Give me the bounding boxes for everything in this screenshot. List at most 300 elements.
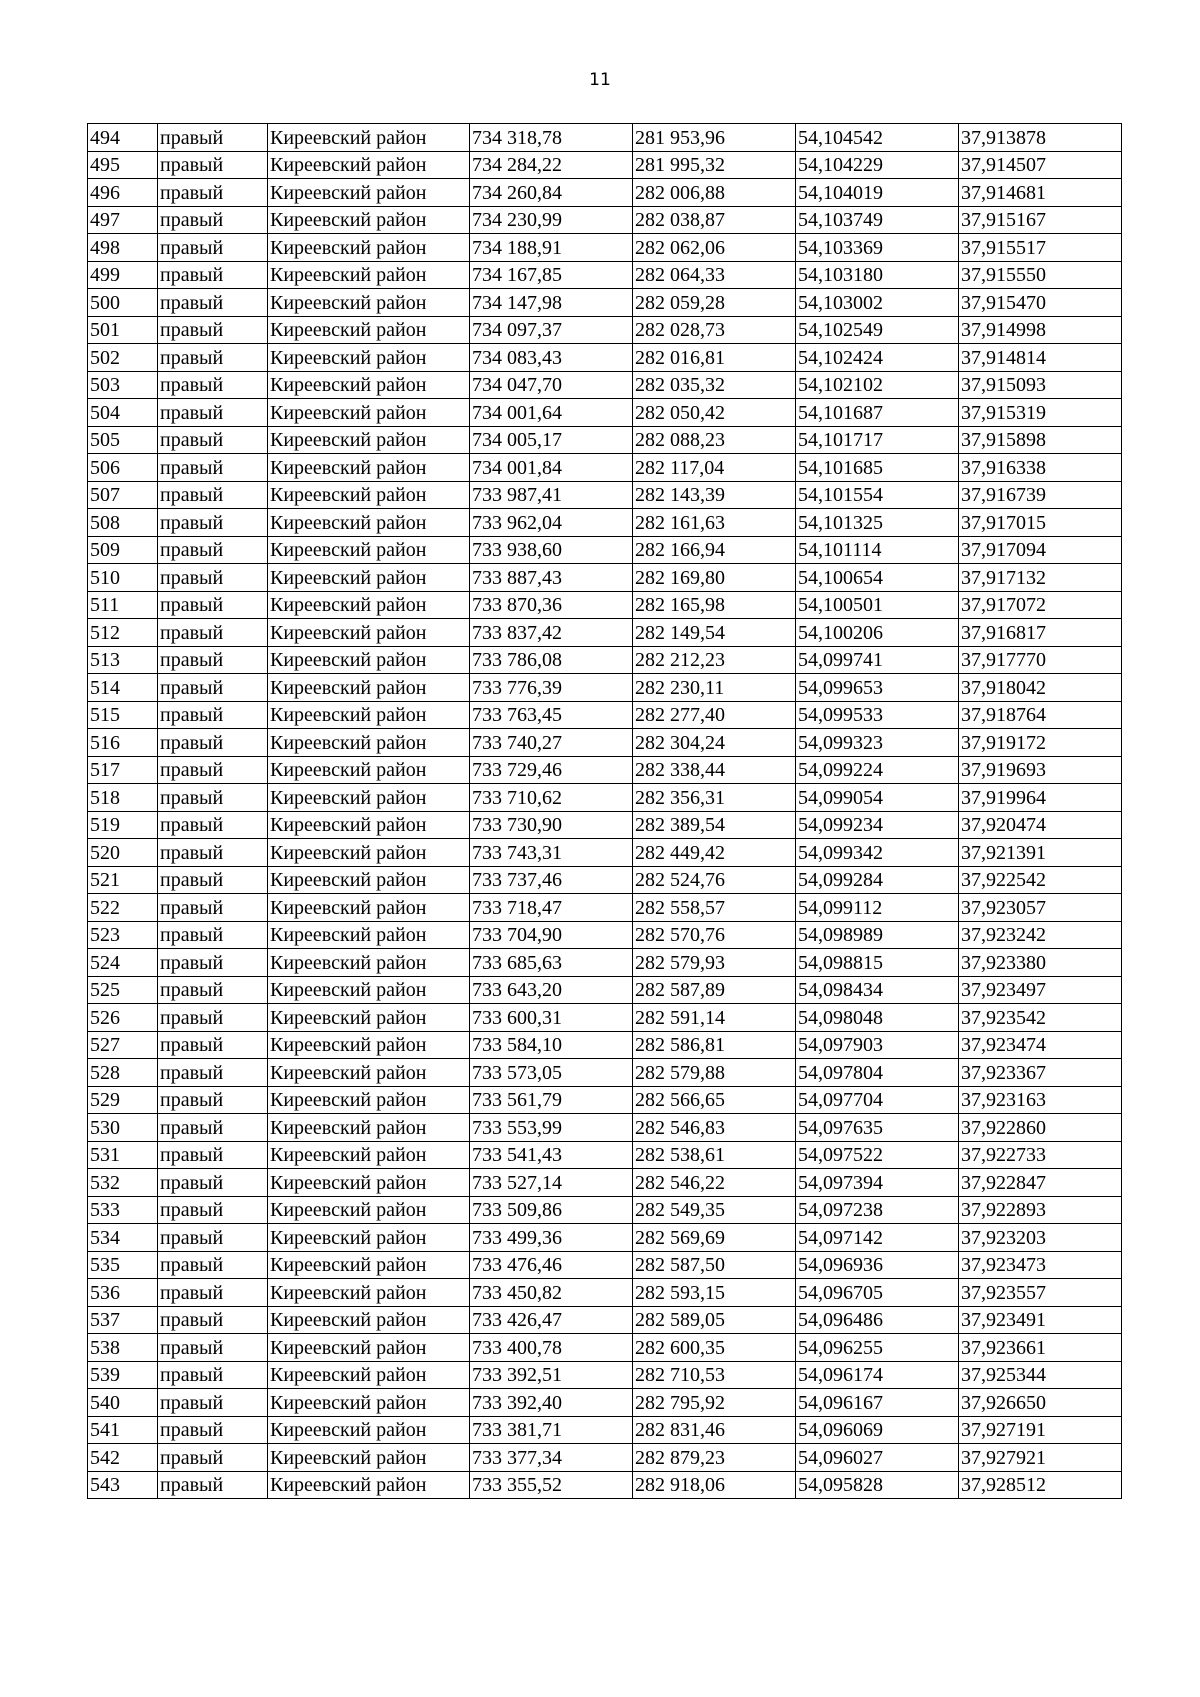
longitude-cell: 37,919964	[959, 784, 1122, 812]
table-row	[88, 151, 1122, 179]
longitude-cell: 37,922860	[959, 1114, 1122, 1142]
table-row	[88, 289, 1122, 317]
x-coordinate-cell: 733 763,45	[470, 701, 633, 729]
table-row	[88, 1471, 1122, 1499]
latitude-cell: 54,100654	[796, 564, 959, 592]
longitude-cell: 37,916338	[959, 454, 1122, 482]
latitude-cell: 54,097238	[796, 1196, 959, 1224]
point-number-cell: 515	[88, 701, 158, 729]
y-coordinate-cell: 282 570,76	[633, 921, 796, 949]
bank-side-cell: правый	[158, 839, 268, 867]
latitude-cell: 54,101687	[796, 399, 959, 427]
latitude-cell: 54,099342	[796, 839, 959, 867]
table-row	[88, 426, 1122, 454]
longitude-cell: 37,927921	[959, 1444, 1122, 1472]
point-number-cell: 501	[88, 316, 158, 344]
latitude-cell: 54,096486	[796, 1306, 959, 1334]
x-coordinate-cell: 733 392,40	[470, 1389, 633, 1417]
page-number: 11	[589, 70, 611, 90]
y-coordinate-cell: 282 166,94	[633, 536, 796, 564]
point-number-cell: 531	[88, 1141, 158, 1169]
point-number-cell: 502	[88, 344, 158, 372]
longitude-cell: 37,923542	[959, 1004, 1122, 1032]
x-coordinate-cell: 733 541,43	[470, 1141, 633, 1169]
y-coordinate-cell: 282 064,33	[633, 261, 796, 289]
table-row	[88, 1059, 1122, 1087]
x-coordinate-cell: 733 776,39	[470, 674, 633, 702]
district-cell: Киреевский район	[268, 866, 470, 894]
longitude-cell: 37,914814	[959, 344, 1122, 372]
point-number-cell: 494	[88, 124, 158, 152]
district-cell: Киреевский район	[268, 426, 470, 454]
table-row	[88, 976, 1122, 1004]
bank-side-cell: правый	[158, 289, 268, 317]
y-coordinate-cell: 282 579,93	[633, 949, 796, 977]
district-cell: Киреевский район	[268, 1361, 470, 1389]
x-coordinate-cell: 733 426,47	[470, 1306, 633, 1334]
point-number-cell: 521	[88, 866, 158, 894]
y-coordinate-cell: 282 546,22	[633, 1169, 796, 1197]
x-coordinate-cell: 733 710,62	[470, 784, 633, 812]
x-coordinate-cell: 733 685,63	[470, 949, 633, 977]
x-coordinate-cell: 734 097,37	[470, 316, 633, 344]
point-number-cell: 529	[88, 1086, 158, 1114]
point-number-cell: 497	[88, 206, 158, 234]
y-coordinate-cell: 282 050,42	[633, 399, 796, 427]
x-coordinate-cell: 733 870,36	[470, 591, 633, 619]
table-row	[88, 1444, 1122, 1472]
district-cell: Киреевский район	[268, 949, 470, 977]
bank-side-cell: правый	[158, 261, 268, 289]
y-coordinate-cell: 282 277,40	[633, 701, 796, 729]
longitude-cell: 37,926650	[959, 1389, 1122, 1417]
y-coordinate-cell: 282 591,14	[633, 1004, 796, 1032]
latitude-cell: 54,103749	[796, 206, 959, 234]
point-number-cell: 541	[88, 1416, 158, 1444]
district-cell: Киреевский район	[268, 316, 470, 344]
point-number-cell: 534	[88, 1224, 158, 1252]
latitude-cell: 54,096174	[796, 1361, 959, 1389]
longitude-cell: 37,927191	[959, 1416, 1122, 1444]
x-coordinate-cell: 734 047,70	[470, 371, 633, 399]
bank-side-cell: правый	[158, 564, 268, 592]
bank-side-cell: правый	[158, 1059, 268, 1087]
district-cell: Киреевский район	[268, 674, 470, 702]
longitude-cell: 37,923367	[959, 1059, 1122, 1087]
bank-side-cell: правый	[158, 151, 268, 179]
latitude-cell: 54,097522	[796, 1141, 959, 1169]
point-number-cell: 509	[88, 536, 158, 564]
y-coordinate-cell: 282 549,35	[633, 1196, 796, 1224]
longitude-cell: 37,923557	[959, 1279, 1122, 1307]
x-coordinate-cell: 733 573,05	[470, 1059, 633, 1087]
point-number-cell: 498	[88, 234, 158, 262]
latitude-cell: 54,096027	[796, 1444, 959, 1472]
bank-side-cell: правый	[158, 1471, 268, 1499]
bank-side-cell: правый	[158, 399, 268, 427]
longitude-cell: 37,928512	[959, 1471, 1122, 1499]
point-number-cell: 530	[88, 1114, 158, 1142]
bank-side-cell: правый	[158, 1086, 268, 1114]
longitude-cell: 37,917072	[959, 591, 1122, 619]
district-cell: Киреевский район	[268, 1141, 470, 1169]
bank-side-cell: правый	[158, 1031, 268, 1059]
y-coordinate-cell: 282 593,15	[633, 1279, 796, 1307]
latitude-cell: 54,103180	[796, 261, 959, 289]
latitude-cell: 54,097394	[796, 1169, 959, 1197]
table-row	[88, 316, 1122, 344]
latitude-cell: 54,096167	[796, 1389, 959, 1417]
latitude-cell: 54,103369	[796, 234, 959, 262]
latitude-cell: 54,099653	[796, 674, 959, 702]
point-number-cell: 506	[88, 454, 158, 482]
latitude-cell: 54,102549	[796, 316, 959, 344]
longitude-cell: 37,923491	[959, 1306, 1122, 1334]
table-row	[88, 261, 1122, 289]
point-number-cell: 532	[88, 1169, 158, 1197]
x-coordinate-cell: 734 083,43	[470, 344, 633, 372]
bank-side-cell: правый	[158, 481, 268, 509]
latitude-cell: 54,095828	[796, 1471, 959, 1499]
x-coordinate-cell: 734 001,84	[470, 454, 633, 482]
table-row	[88, 921, 1122, 949]
latitude-cell: 54,104229	[796, 151, 959, 179]
district-cell: Киреевский район	[268, 289, 470, 317]
coordinates-table	[87, 123, 1122, 1499]
bank-side-cell: правый	[158, 1279, 268, 1307]
y-coordinate-cell: 282 161,63	[633, 509, 796, 537]
point-number-cell: 525	[88, 976, 158, 1004]
bank-side-cell: правый	[158, 316, 268, 344]
latitude-cell: 54,097804	[796, 1059, 959, 1087]
table-row	[88, 481, 1122, 509]
table-row	[88, 399, 1122, 427]
latitude-cell: 54,098434	[796, 976, 959, 1004]
district-cell: Киреевский район	[268, 124, 470, 152]
district-cell: Киреевский район	[268, 261, 470, 289]
longitude-cell: 37,915550	[959, 261, 1122, 289]
table-row	[88, 1279, 1122, 1307]
table-row	[88, 509, 1122, 537]
point-number-cell: 513	[88, 646, 158, 674]
latitude-cell: 54,101114	[796, 536, 959, 564]
table-row	[88, 701, 1122, 729]
x-coordinate-cell: 733 527,14	[470, 1169, 633, 1197]
y-coordinate-cell: 282 918,06	[633, 1471, 796, 1499]
x-coordinate-cell: 733 584,10	[470, 1031, 633, 1059]
y-coordinate-cell: 282 230,11	[633, 674, 796, 702]
district-cell: Киреевский район	[268, 371, 470, 399]
bank-side-cell: правый	[158, 179, 268, 207]
longitude-cell: 37,915470	[959, 289, 1122, 317]
longitude-cell: 37,922893	[959, 1196, 1122, 1224]
district-cell: Киреевский район	[268, 151, 470, 179]
longitude-cell: 37,920474	[959, 811, 1122, 839]
district-cell: Киреевский район	[268, 591, 470, 619]
table-row	[88, 371, 1122, 399]
district-cell: Киреевский район	[268, 1251, 470, 1279]
x-coordinate-cell: 733 887,43	[470, 564, 633, 592]
district-cell: Киреевский район	[268, 1334, 470, 1362]
latitude-cell: 54,099224	[796, 756, 959, 784]
longitude-cell: 37,922847	[959, 1169, 1122, 1197]
longitude-cell: 37,915093	[959, 371, 1122, 399]
bank-side-cell: правый	[158, 921, 268, 949]
latitude-cell: 54,097704	[796, 1086, 959, 1114]
bank-side-cell: правый	[158, 1251, 268, 1279]
district-cell: Киреевский район	[268, 206, 470, 234]
district-cell: Киреевский район	[268, 536, 470, 564]
longitude-cell: 37,918042	[959, 674, 1122, 702]
table-row	[88, 564, 1122, 592]
y-coordinate-cell: 282 795,92	[633, 1389, 796, 1417]
y-coordinate-cell: 282 524,76	[633, 866, 796, 894]
point-number-cell: 503	[88, 371, 158, 399]
longitude-cell: 37,925344	[959, 1361, 1122, 1389]
latitude-cell: 54,099112	[796, 894, 959, 922]
table-row	[88, 1031, 1122, 1059]
bank-side-cell: правый	[158, 619, 268, 647]
y-coordinate-cell: 282 710,53	[633, 1361, 796, 1389]
district-cell: Киреевский район	[268, 1114, 470, 1142]
longitude-cell: 37,917094	[959, 536, 1122, 564]
x-coordinate-cell: 733 729,46	[470, 756, 633, 784]
x-coordinate-cell: 733 962,04	[470, 509, 633, 537]
table-row	[88, 1306, 1122, 1334]
longitude-cell: 37,923242	[959, 921, 1122, 949]
district-cell: Киреевский район	[268, 1306, 470, 1334]
point-number-cell: 514	[88, 674, 158, 702]
y-coordinate-cell: 282 143,39	[633, 481, 796, 509]
latitude-cell: 54,099234	[796, 811, 959, 839]
point-number-cell: 536	[88, 1279, 158, 1307]
point-number-cell: 507	[88, 481, 158, 509]
longitude-cell: 37,917132	[959, 564, 1122, 592]
table-row	[88, 674, 1122, 702]
y-coordinate-cell: 282 038,87	[633, 206, 796, 234]
y-coordinate-cell: 282 569,69	[633, 1224, 796, 1252]
y-coordinate-cell: 282 016,81	[633, 344, 796, 372]
district-cell: Киреевский район	[268, 179, 470, 207]
point-number-cell: 539	[88, 1361, 158, 1389]
latitude-cell: 54,097635	[796, 1114, 959, 1142]
district-cell: Киреевский район	[268, 234, 470, 262]
table-row	[88, 1416, 1122, 1444]
table-row	[88, 124, 1122, 152]
x-coordinate-cell: 733 450,82	[470, 1279, 633, 1307]
y-coordinate-cell: 282 165,98	[633, 591, 796, 619]
x-coordinate-cell: 733 355,52	[470, 1471, 633, 1499]
district-cell: Киреевский район	[268, 1169, 470, 1197]
point-number-cell: 540	[88, 1389, 158, 1417]
latitude-cell: 54,101325	[796, 509, 959, 537]
y-coordinate-cell: 282 356,31	[633, 784, 796, 812]
longitude-cell: 37,915167	[959, 206, 1122, 234]
bank-side-cell: правый	[158, 536, 268, 564]
bank-side-cell: правый	[158, 1389, 268, 1417]
x-coordinate-cell: 734 230,99	[470, 206, 633, 234]
district-cell: Киреевский район	[268, 344, 470, 372]
table-row	[88, 1361, 1122, 1389]
bank-side-cell: правый	[158, 1416, 268, 1444]
point-number-cell: 543	[88, 1471, 158, 1499]
longitude-cell: 37,918764	[959, 701, 1122, 729]
x-coordinate-cell: 733 381,71	[470, 1416, 633, 1444]
district-cell: Киреевский район	[268, 619, 470, 647]
district-cell: Киреевский район	[268, 1444, 470, 1472]
district-cell: Киреевский район	[268, 1224, 470, 1252]
point-number-cell: 511	[88, 591, 158, 619]
longitude-cell: 37,913878	[959, 124, 1122, 152]
table-row	[88, 1334, 1122, 1362]
point-number-cell: 538	[88, 1334, 158, 1362]
bank-side-cell: правый	[158, 1361, 268, 1389]
latitude-cell: 54,101717	[796, 426, 959, 454]
district-cell: Киреевский район	[268, 1196, 470, 1224]
x-coordinate-cell: 734 001,64	[470, 399, 633, 427]
table-row	[88, 234, 1122, 262]
y-coordinate-cell: 282 338,44	[633, 756, 796, 784]
x-coordinate-cell: 733 509,86	[470, 1196, 633, 1224]
bank-side-cell: правый	[158, 1334, 268, 1362]
x-coordinate-cell: 733 499,36	[470, 1224, 633, 1252]
x-coordinate-cell: 734 167,85	[470, 261, 633, 289]
table-row	[88, 1141, 1122, 1169]
y-coordinate-cell: 282 546,83	[633, 1114, 796, 1142]
y-coordinate-cell: 282 028,73	[633, 316, 796, 344]
longitude-cell: 37,923380	[959, 949, 1122, 977]
latitude-cell: 54,096936	[796, 1251, 959, 1279]
point-number-cell: 495	[88, 151, 158, 179]
district-cell: Киреевский район	[268, 1389, 470, 1417]
x-coordinate-cell: 734 147,98	[470, 289, 633, 317]
longitude-cell: 37,916739	[959, 481, 1122, 509]
bank-side-cell: правый	[158, 866, 268, 894]
table-row	[88, 1251, 1122, 1279]
latitude-cell: 54,104019	[796, 179, 959, 207]
bank-side-cell: правый	[158, 1141, 268, 1169]
longitude-cell: 37,915898	[959, 426, 1122, 454]
x-coordinate-cell: 734 188,91	[470, 234, 633, 262]
table-row	[88, 756, 1122, 784]
x-coordinate-cell: 733 938,60	[470, 536, 633, 564]
x-coordinate-cell: 733 400,78	[470, 1334, 633, 1362]
longitude-cell: 37,916817	[959, 619, 1122, 647]
longitude-cell: 37,921391	[959, 839, 1122, 867]
y-coordinate-cell: 282 212,23	[633, 646, 796, 674]
latitude-cell: 54,099323	[796, 729, 959, 757]
bank-side-cell: правый	[158, 729, 268, 757]
district-cell: Киреевский район	[268, 1059, 470, 1087]
table-row	[88, 646, 1122, 674]
point-number-cell: 508	[88, 509, 158, 537]
y-coordinate-cell: 282 389,54	[633, 811, 796, 839]
y-coordinate-cell: 282 589,05	[633, 1306, 796, 1334]
bank-side-cell: правый	[158, 1169, 268, 1197]
table-row	[88, 784, 1122, 812]
x-coordinate-cell: 733 377,34	[470, 1444, 633, 1472]
x-coordinate-cell: 733 718,47	[470, 894, 633, 922]
district-cell: Киреевский район	[268, 976, 470, 1004]
table-row	[88, 866, 1122, 894]
latitude-cell: 54,099533	[796, 701, 959, 729]
longitude-cell: 37,923057	[959, 894, 1122, 922]
point-number-cell: 512	[88, 619, 158, 647]
latitude-cell: 54,096705	[796, 1279, 959, 1307]
longitude-cell: 37,923497	[959, 976, 1122, 1004]
x-coordinate-cell: 733 987,41	[470, 481, 633, 509]
district-cell: Киреевский район	[268, 564, 470, 592]
longitude-cell: 37,922733	[959, 1141, 1122, 1169]
table-row	[88, 729, 1122, 757]
y-coordinate-cell: 282 169,80	[633, 564, 796, 592]
table-row	[88, 1004, 1122, 1032]
bank-side-cell: правый	[158, 784, 268, 812]
point-number-cell: 510	[88, 564, 158, 592]
x-coordinate-cell: 733 600,31	[470, 1004, 633, 1032]
point-number-cell: 505	[88, 426, 158, 454]
point-number-cell: 522	[88, 894, 158, 922]
latitude-cell: 54,102102	[796, 371, 959, 399]
y-coordinate-cell: 281 995,32	[633, 151, 796, 179]
bank-side-cell: правый	[158, 124, 268, 152]
latitude-cell: 54,097142	[796, 1224, 959, 1252]
district-cell: Киреевский район	[268, 481, 470, 509]
table-row	[88, 811, 1122, 839]
y-coordinate-cell: 282 600,35	[633, 1334, 796, 1362]
point-number-cell: 524	[88, 949, 158, 977]
x-coordinate-cell: 733 643,20	[470, 976, 633, 1004]
y-coordinate-cell: 282 579,88	[633, 1059, 796, 1087]
table-row	[88, 949, 1122, 977]
district-cell: Киреевский район	[268, 839, 470, 867]
table-row	[88, 179, 1122, 207]
bank-side-cell: правый	[158, 701, 268, 729]
longitude-cell: 37,914507	[959, 151, 1122, 179]
y-coordinate-cell: 282 117,04	[633, 454, 796, 482]
bank-side-cell: правый	[158, 1004, 268, 1032]
bank-side-cell: правый	[158, 371, 268, 399]
longitude-cell: 37,923474	[959, 1031, 1122, 1059]
x-coordinate-cell: 733 786,08	[470, 646, 633, 674]
point-number-cell: 500	[88, 289, 158, 317]
y-coordinate-cell: 282 149,54	[633, 619, 796, 647]
table-row	[88, 1196, 1122, 1224]
latitude-cell: 54,102424	[796, 344, 959, 372]
district-cell: Киреевский район	[268, 729, 470, 757]
y-coordinate-cell: 282 587,50	[633, 1251, 796, 1279]
point-number-cell: 496	[88, 179, 158, 207]
district-cell: Киреевский район	[268, 1031, 470, 1059]
table-row	[88, 1086, 1122, 1114]
bank-side-cell: правый	[158, 811, 268, 839]
x-coordinate-cell: 734 005,17	[470, 426, 633, 454]
latitude-cell: 54,101554	[796, 481, 959, 509]
x-coordinate-cell: 733 740,27	[470, 729, 633, 757]
bank-side-cell: правый	[158, 426, 268, 454]
latitude-cell: 54,098048	[796, 1004, 959, 1032]
point-number-cell: 533	[88, 1196, 158, 1224]
longitude-cell: 37,923473	[959, 1251, 1122, 1279]
y-coordinate-cell: 282 558,57	[633, 894, 796, 922]
point-number-cell: 519	[88, 811, 158, 839]
longitude-cell: 37,915319	[959, 399, 1122, 427]
district-cell: Киреевский район	[268, 399, 470, 427]
latitude-cell: 54,099054	[796, 784, 959, 812]
table-body	[88, 124, 1122, 1499]
x-coordinate-cell: 733 476,46	[470, 1251, 633, 1279]
latitude-cell: 54,098989	[796, 921, 959, 949]
